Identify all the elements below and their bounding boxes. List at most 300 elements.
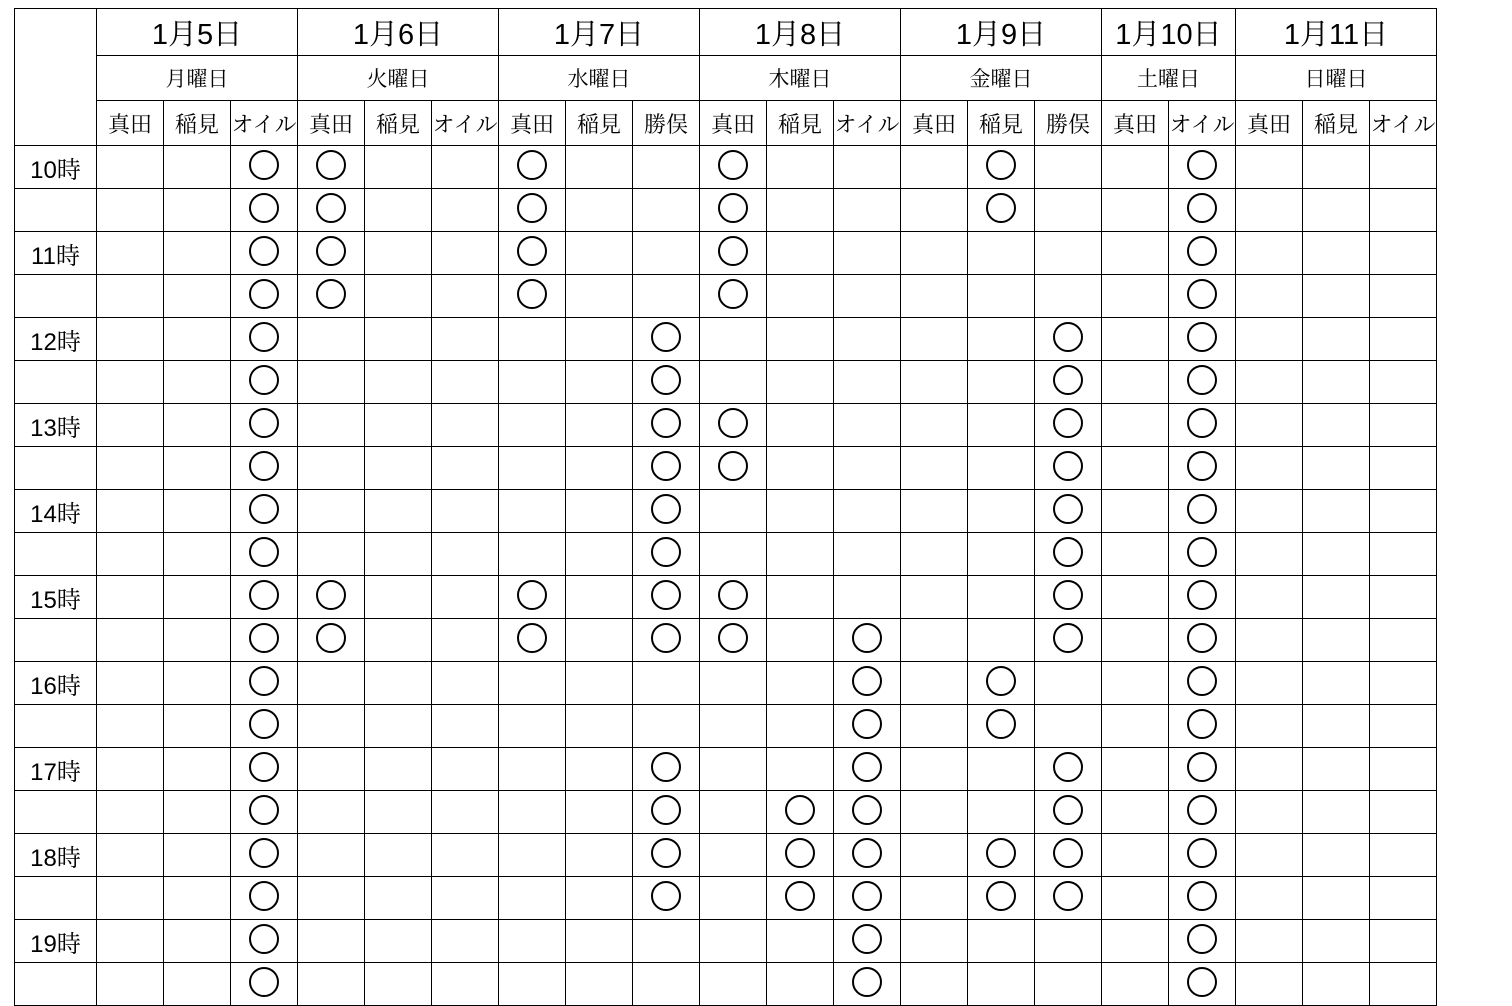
slot-available[interactable] bbox=[499, 146, 566, 189]
slot-available[interactable] bbox=[1169, 318, 1236, 361]
slot-available[interactable] bbox=[231, 834, 298, 877]
slot-available[interactable] bbox=[231, 619, 298, 662]
slot-available[interactable] bbox=[231, 576, 298, 619]
slot-available[interactable] bbox=[968, 834, 1035, 877]
slot-available[interactable] bbox=[633, 318, 700, 361]
slot-available[interactable] bbox=[633, 834, 700, 877]
slot-unavailable[interactable] bbox=[834, 447, 901, 490]
slot-unavailable[interactable] bbox=[365, 619, 432, 662]
slot-unavailable[interactable] bbox=[1370, 490, 1437, 533]
slot-unavailable[interactable] bbox=[1236, 318, 1303, 361]
slot-unavailable[interactable] bbox=[432, 963, 499, 1006]
slot-unavailable[interactable] bbox=[365, 748, 432, 791]
slot-unavailable[interactable] bbox=[365, 877, 432, 920]
slot-unavailable[interactable] bbox=[1303, 447, 1370, 490]
slot-unavailable[interactable] bbox=[1236, 662, 1303, 705]
slot-unavailable[interactable] bbox=[901, 791, 968, 834]
slot-unavailable[interactable] bbox=[499, 361, 566, 404]
slot-unavailable[interactable] bbox=[164, 275, 231, 318]
slot-unavailable[interactable] bbox=[1236, 361, 1303, 404]
slot-unavailable[interactable] bbox=[767, 490, 834, 533]
slot-unavailable[interactable] bbox=[566, 232, 633, 275]
slot-unavailable[interactable] bbox=[1236, 533, 1303, 576]
slot-unavailable[interactable] bbox=[700, 748, 767, 791]
slot-available[interactable] bbox=[767, 834, 834, 877]
slot-unavailable[interactable] bbox=[700, 834, 767, 877]
slot-unavailable[interactable] bbox=[499, 662, 566, 705]
slot-available[interactable] bbox=[1035, 791, 1102, 834]
slot-unavailable[interactable] bbox=[834, 275, 901, 318]
slot-unavailable[interactable] bbox=[566, 920, 633, 963]
slot-available[interactable] bbox=[633, 791, 700, 834]
slot-unavailable[interactable] bbox=[700, 791, 767, 834]
slot-unavailable[interactable] bbox=[901, 920, 968, 963]
slot-available[interactable] bbox=[231, 318, 298, 361]
slot-unavailable[interactable] bbox=[499, 963, 566, 1006]
slot-available[interactable] bbox=[1035, 533, 1102, 576]
slot-available[interactable] bbox=[968, 189, 1035, 232]
slot-unavailable[interactable] bbox=[1035, 705, 1102, 748]
slot-available[interactable] bbox=[1035, 748, 1102, 791]
slot-available[interactable] bbox=[968, 146, 1035, 189]
slot-unavailable[interactable] bbox=[432, 146, 499, 189]
slot-available[interactable] bbox=[298, 619, 365, 662]
slot-unavailable[interactable] bbox=[365, 318, 432, 361]
slot-unavailable[interactable] bbox=[901, 662, 968, 705]
slot-unavailable[interactable] bbox=[1370, 275, 1437, 318]
slot-available[interactable] bbox=[231, 275, 298, 318]
slot-unavailable[interactable] bbox=[365, 189, 432, 232]
slot-unavailable[interactable] bbox=[1303, 920, 1370, 963]
slot-unavailable[interactable] bbox=[1370, 361, 1437, 404]
slot-unavailable[interactable] bbox=[901, 834, 968, 877]
slot-available[interactable] bbox=[298, 275, 365, 318]
slot-unavailable[interactable] bbox=[499, 748, 566, 791]
slot-unavailable[interactable] bbox=[365, 533, 432, 576]
slot-unavailable[interactable] bbox=[901, 963, 968, 1006]
slot-unavailable[interactable] bbox=[365, 146, 432, 189]
slot-unavailable[interactable] bbox=[432, 533, 499, 576]
slot-unavailable[interactable] bbox=[298, 404, 365, 447]
slot-unavailable[interactable] bbox=[499, 877, 566, 920]
slot-available[interactable] bbox=[231, 791, 298, 834]
slot-unavailable[interactable] bbox=[298, 748, 365, 791]
slot-available[interactable] bbox=[1169, 920, 1236, 963]
slot-unavailable[interactable] bbox=[566, 662, 633, 705]
slot-unavailable[interactable] bbox=[97, 662, 164, 705]
slot-unavailable[interactable] bbox=[164, 361, 231, 404]
slot-unavailable[interactable] bbox=[164, 791, 231, 834]
slot-unavailable[interactable] bbox=[1303, 533, 1370, 576]
slot-unavailable[interactable] bbox=[164, 447, 231, 490]
slot-unavailable[interactable] bbox=[432, 920, 499, 963]
slot-available[interactable] bbox=[633, 447, 700, 490]
slot-unavailable[interactable] bbox=[767, 361, 834, 404]
slot-unavailable[interactable] bbox=[901, 404, 968, 447]
slot-available[interactable] bbox=[1169, 533, 1236, 576]
slot-unavailable[interactable] bbox=[499, 791, 566, 834]
slot-unavailable[interactable] bbox=[1102, 189, 1169, 232]
slot-unavailable[interactable] bbox=[1370, 920, 1437, 963]
slot-available[interactable] bbox=[700, 447, 767, 490]
slot-available[interactable] bbox=[1169, 834, 1236, 877]
slot-available[interactable] bbox=[1169, 275, 1236, 318]
slot-unavailable[interactable] bbox=[1303, 318, 1370, 361]
slot-unavailable[interactable] bbox=[1102, 920, 1169, 963]
slot-available[interactable] bbox=[1035, 447, 1102, 490]
slot-unavailable[interactable] bbox=[1102, 576, 1169, 619]
slot-unavailable[interactable] bbox=[164, 576, 231, 619]
slot-unavailable[interactable] bbox=[1035, 275, 1102, 318]
slot-unavailable[interactable] bbox=[1035, 963, 1102, 1006]
slot-unavailable[interactable] bbox=[1102, 662, 1169, 705]
slot-available[interactable] bbox=[1169, 189, 1236, 232]
slot-unavailable[interactable] bbox=[901, 490, 968, 533]
slot-unavailable[interactable] bbox=[1236, 490, 1303, 533]
slot-unavailable[interactable] bbox=[1303, 748, 1370, 791]
slot-unavailable[interactable] bbox=[700, 318, 767, 361]
slot-unavailable[interactable] bbox=[1102, 361, 1169, 404]
slot-available[interactable] bbox=[1169, 146, 1236, 189]
slot-unavailable[interactable] bbox=[298, 834, 365, 877]
slot-unavailable[interactable] bbox=[365, 447, 432, 490]
slot-available[interactable] bbox=[834, 662, 901, 705]
slot-unavailable[interactable] bbox=[432, 705, 499, 748]
slot-unavailable[interactable] bbox=[432, 232, 499, 275]
slot-available[interactable] bbox=[231, 189, 298, 232]
slot-unavailable[interactable] bbox=[1303, 404, 1370, 447]
slot-available[interactable] bbox=[1169, 232, 1236, 275]
slot-unavailable[interactable] bbox=[365, 963, 432, 1006]
slot-unavailable[interactable] bbox=[566, 619, 633, 662]
slot-unavailable[interactable] bbox=[499, 447, 566, 490]
slot-unavailable[interactable] bbox=[968, 361, 1035, 404]
slot-available[interactable] bbox=[700, 146, 767, 189]
slot-unavailable[interactable] bbox=[432, 748, 499, 791]
slot-available[interactable] bbox=[1169, 490, 1236, 533]
slot-available[interactable] bbox=[1169, 791, 1236, 834]
slot-unavailable[interactable] bbox=[767, 748, 834, 791]
slot-unavailable[interactable] bbox=[700, 877, 767, 920]
slot-unavailable[interactable] bbox=[968, 275, 1035, 318]
slot-available[interactable] bbox=[231, 533, 298, 576]
slot-unavailable[interactable] bbox=[901, 705, 968, 748]
slot-unavailable[interactable] bbox=[499, 834, 566, 877]
slot-unavailable[interactable] bbox=[566, 146, 633, 189]
slot-available[interactable] bbox=[633, 748, 700, 791]
slot-unavailable[interactable] bbox=[1102, 963, 1169, 1006]
slot-available[interactable] bbox=[231, 705, 298, 748]
slot-unavailable[interactable] bbox=[1370, 533, 1437, 576]
slot-unavailable[interactable] bbox=[1370, 877, 1437, 920]
slot-unavailable[interactable] bbox=[1102, 705, 1169, 748]
slot-unavailable[interactable] bbox=[1236, 791, 1303, 834]
slot-unavailable[interactable] bbox=[566, 705, 633, 748]
slot-unavailable[interactable] bbox=[97, 791, 164, 834]
slot-unavailable[interactable] bbox=[97, 705, 164, 748]
slot-unavailable[interactable] bbox=[1102, 232, 1169, 275]
slot-available[interactable] bbox=[1035, 834, 1102, 877]
slot-unavailable[interactable] bbox=[164, 189, 231, 232]
slot-unavailable[interactable] bbox=[1303, 361, 1370, 404]
slot-unavailable[interactable] bbox=[97, 361, 164, 404]
slot-unavailable[interactable] bbox=[566, 318, 633, 361]
slot-unavailable[interactable] bbox=[1236, 963, 1303, 1006]
slot-unavailable[interactable] bbox=[499, 318, 566, 361]
slot-unavailable[interactable] bbox=[968, 404, 1035, 447]
slot-unavailable[interactable] bbox=[1370, 146, 1437, 189]
slot-unavailable[interactable] bbox=[633, 705, 700, 748]
slot-unavailable[interactable] bbox=[298, 877, 365, 920]
slot-available[interactable] bbox=[298, 576, 365, 619]
slot-unavailable[interactable] bbox=[97, 404, 164, 447]
slot-available[interactable] bbox=[834, 619, 901, 662]
slot-unavailable[interactable] bbox=[97, 963, 164, 1006]
slot-unavailable[interactable] bbox=[968, 619, 1035, 662]
slot-unavailable[interactable] bbox=[1236, 404, 1303, 447]
slot-unavailable[interactable] bbox=[1370, 705, 1437, 748]
slot-unavailable[interactable] bbox=[633, 662, 700, 705]
slot-unavailable[interactable] bbox=[1236, 189, 1303, 232]
slot-unavailable[interactable] bbox=[566, 275, 633, 318]
slot-unavailable[interactable] bbox=[700, 533, 767, 576]
slot-unavailable[interactable] bbox=[901, 619, 968, 662]
slot-unavailable[interactable] bbox=[901, 146, 968, 189]
slot-unavailable[interactable] bbox=[365, 490, 432, 533]
slot-unavailable[interactable] bbox=[1303, 189, 1370, 232]
slot-available[interactable] bbox=[633, 490, 700, 533]
slot-unavailable[interactable] bbox=[97, 576, 164, 619]
slot-available[interactable] bbox=[499, 576, 566, 619]
slot-available[interactable] bbox=[633, 361, 700, 404]
slot-unavailable[interactable] bbox=[1236, 146, 1303, 189]
slot-available[interactable] bbox=[968, 705, 1035, 748]
slot-available[interactable] bbox=[834, 963, 901, 1006]
slot-unavailable[interactable] bbox=[633, 146, 700, 189]
slot-unavailable[interactable] bbox=[968, 791, 1035, 834]
slot-unavailable[interactable] bbox=[1303, 490, 1370, 533]
slot-unavailable[interactable] bbox=[968, 533, 1035, 576]
slot-unavailable[interactable] bbox=[432, 834, 499, 877]
slot-unavailable[interactable] bbox=[767, 146, 834, 189]
slot-unavailable[interactable] bbox=[1303, 834, 1370, 877]
slot-unavailable[interactable] bbox=[164, 920, 231, 963]
slot-unavailable[interactable] bbox=[1102, 834, 1169, 877]
slot-unavailable[interactable] bbox=[767, 619, 834, 662]
slot-unavailable[interactable] bbox=[834, 404, 901, 447]
slot-unavailable[interactable] bbox=[1236, 275, 1303, 318]
slot-unavailable[interactable] bbox=[1370, 619, 1437, 662]
slot-unavailable[interactable] bbox=[1370, 748, 1437, 791]
slot-unavailable[interactable] bbox=[566, 748, 633, 791]
slot-available[interactable] bbox=[231, 963, 298, 1006]
slot-unavailable[interactable] bbox=[499, 705, 566, 748]
slot-unavailable[interactable] bbox=[901, 576, 968, 619]
slot-unavailable[interactable] bbox=[432, 189, 499, 232]
slot-unavailable[interactable] bbox=[1370, 963, 1437, 1006]
slot-unavailable[interactable] bbox=[1236, 232, 1303, 275]
slot-unavailable[interactable] bbox=[1102, 318, 1169, 361]
slot-unavailable[interactable] bbox=[164, 662, 231, 705]
slot-unavailable[interactable] bbox=[164, 232, 231, 275]
slot-unavailable[interactable] bbox=[1303, 662, 1370, 705]
slot-unavailable[interactable] bbox=[97, 834, 164, 877]
slot-unavailable[interactable] bbox=[1102, 877, 1169, 920]
slot-unavailable[interactable] bbox=[901, 361, 968, 404]
slot-unavailable[interactable] bbox=[901, 748, 968, 791]
slot-unavailable[interactable] bbox=[834, 361, 901, 404]
slot-available[interactable] bbox=[633, 877, 700, 920]
slot-available[interactable] bbox=[231, 361, 298, 404]
slot-unavailable[interactable] bbox=[298, 791, 365, 834]
slot-unavailable[interactable] bbox=[767, 189, 834, 232]
slot-unavailable[interactable] bbox=[834, 576, 901, 619]
slot-unavailable[interactable] bbox=[1236, 748, 1303, 791]
slot-unavailable[interactable] bbox=[968, 576, 1035, 619]
slot-unavailable[interactable] bbox=[834, 533, 901, 576]
slot-available[interactable] bbox=[231, 877, 298, 920]
slot-unavailable[interactable] bbox=[1035, 662, 1102, 705]
slot-unavailable[interactable] bbox=[1102, 404, 1169, 447]
slot-available[interactable] bbox=[1035, 619, 1102, 662]
slot-unavailable[interactable] bbox=[901, 275, 968, 318]
slot-available[interactable] bbox=[231, 490, 298, 533]
slot-available[interactable] bbox=[231, 920, 298, 963]
slot-available[interactable] bbox=[298, 232, 365, 275]
slot-unavailable[interactable] bbox=[432, 318, 499, 361]
slot-unavailable[interactable] bbox=[968, 748, 1035, 791]
slot-unavailable[interactable] bbox=[834, 189, 901, 232]
slot-unavailable[interactable] bbox=[968, 447, 1035, 490]
slot-unavailable[interactable] bbox=[164, 834, 231, 877]
slot-unavailable[interactable] bbox=[1102, 447, 1169, 490]
slot-unavailable[interactable] bbox=[968, 318, 1035, 361]
slot-unavailable[interactable] bbox=[1303, 146, 1370, 189]
slot-unavailable[interactable] bbox=[432, 490, 499, 533]
slot-unavailable[interactable] bbox=[164, 533, 231, 576]
slot-unavailable[interactable] bbox=[298, 447, 365, 490]
slot-unavailable[interactable] bbox=[901, 877, 968, 920]
slot-available[interactable] bbox=[1169, 963, 1236, 1006]
slot-unavailable[interactable] bbox=[1303, 705, 1370, 748]
slot-unavailable[interactable] bbox=[566, 533, 633, 576]
slot-unavailable[interactable] bbox=[97, 877, 164, 920]
slot-unavailable[interactable] bbox=[633, 275, 700, 318]
slot-unavailable[interactable] bbox=[968, 963, 1035, 1006]
slot-unavailable[interactable] bbox=[1102, 619, 1169, 662]
slot-unavailable[interactable] bbox=[901, 533, 968, 576]
slot-unavailable[interactable] bbox=[1102, 791, 1169, 834]
slot-available[interactable] bbox=[298, 146, 365, 189]
slot-available[interactable] bbox=[633, 533, 700, 576]
slot-available[interactable] bbox=[968, 877, 1035, 920]
slot-available[interactable] bbox=[1169, 619, 1236, 662]
slot-unavailable[interactable] bbox=[432, 791, 499, 834]
slot-unavailable[interactable] bbox=[566, 576, 633, 619]
slot-unavailable[interactable] bbox=[566, 490, 633, 533]
slot-unavailable[interactable] bbox=[566, 963, 633, 1006]
slot-unavailable[interactable] bbox=[566, 791, 633, 834]
slot-unavailable[interactable] bbox=[767, 232, 834, 275]
slot-unavailable[interactable] bbox=[968, 232, 1035, 275]
slot-available[interactable] bbox=[700, 189, 767, 232]
slot-unavailable[interactable] bbox=[432, 576, 499, 619]
slot-unavailable[interactable] bbox=[432, 662, 499, 705]
slot-unavailable[interactable] bbox=[700, 361, 767, 404]
slot-unavailable[interactable] bbox=[1370, 189, 1437, 232]
slot-unavailable[interactable] bbox=[767, 404, 834, 447]
slot-unavailable[interactable] bbox=[432, 404, 499, 447]
slot-unavailable[interactable] bbox=[1303, 877, 1370, 920]
slot-unavailable[interactable] bbox=[97, 748, 164, 791]
slot-unavailable[interactable] bbox=[1035, 920, 1102, 963]
slot-unavailable[interactable] bbox=[1370, 576, 1437, 619]
slot-unavailable[interactable] bbox=[164, 705, 231, 748]
slot-unavailable[interactable] bbox=[499, 490, 566, 533]
slot-available[interactable] bbox=[767, 791, 834, 834]
slot-unavailable[interactable] bbox=[298, 705, 365, 748]
slot-unavailable[interactable] bbox=[633, 232, 700, 275]
slot-unavailable[interactable] bbox=[298, 361, 365, 404]
slot-unavailable[interactable] bbox=[432, 877, 499, 920]
slot-unavailable[interactable] bbox=[834, 146, 901, 189]
slot-available[interactable] bbox=[834, 705, 901, 748]
slot-unavailable[interactable] bbox=[1236, 576, 1303, 619]
slot-unavailable[interactable] bbox=[633, 963, 700, 1006]
slot-unavailable[interactable] bbox=[164, 619, 231, 662]
slot-unavailable[interactable] bbox=[1102, 275, 1169, 318]
slot-available[interactable] bbox=[834, 791, 901, 834]
slot-unavailable[interactable] bbox=[1236, 447, 1303, 490]
slot-available[interactable] bbox=[1035, 490, 1102, 533]
slot-unavailable[interactable] bbox=[1370, 404, 1437, 447]
slot-unavailable[interactable] bbox=[566, 834, 633, 877]
slot-available[interactable] bbox=[700, 619, 767, 662]
slot-unavailable[interactable] bbox=[97, 619, 164, 662]
slot-unavailable[interactable] bbox=[566, 361, 633, 404]
slot-unavailable[interactable] bbox=[298, 963, 365, 1006]
slot-unavailable[interactable] bbox=[834, 490, 901, 533]
slot-available[interactable] bbox=[231, 748, 298, 791]
slot-unavailable[interactable] bbox=[298, 662, 365, 705]
slot-unavailable[interactable] bbox=[767, 275, 834, 318]
slot-unavailable[interactable] bbox=[499, 920, 566, 963]
slot-available[interactable] bbox=[231, 232, 298, 275]
slot-unavailable[interactable] bbox=[365, 361, 432, 404]
slot-unavailable[interactable] bbox=[1236, 877, 1303, 920]
slot-unavailable[interactable] bbox=[164, 318, 231, 361]
slot-unavailable[interactable] bbox=[1303, 619, 1370, 662]
slot-unavailable[interactable] bbox=[633, 920, 700, 963]
slot-available[interactable] bbox=[1169, 662, 1236, 705]
slot-unavailable[interactable] bbox=[566, 447, 633, 490]
slot-unavailable[interactable] bbox=[365, 920, 432, 963]
slot-unavailable[interactable] bbox=[432, 619, 499, 662]
slot-available[interactable] bbox=[1169, 361, 1236, 404]
slot-unavailable[interactable] bbox=[968, 920, 1035, 963]
slot-unavailable[interactable] bbox=[1236, 834, 1303, 877]
slot-unavailable[interactable] bbox=[97, 447, 164, 490]
slot-available[interactable] bbox=[700, 576, 767, 619]
slot-available[interactable] bbox=[1035, 361, 1102, 404]
slot-unavailable[interactable] bbox=[1102, 748, 1169, 791]
slot-unavailable[interactable] bbox=[298, 920, 365, 963]
slot-available[interactable] bbox=[633, 619, 700, 662]
slot-unavailable[interactable] bbox=[566, 189, 633, 232]
slot-unavailable[interactable] bbox=[97, 232, 164, 275]
slot-unavailable[interactable] bbox=[365, 791, 432, 834]
slot-available[interactable] bbox=[1169, 404, 1236, 447]
